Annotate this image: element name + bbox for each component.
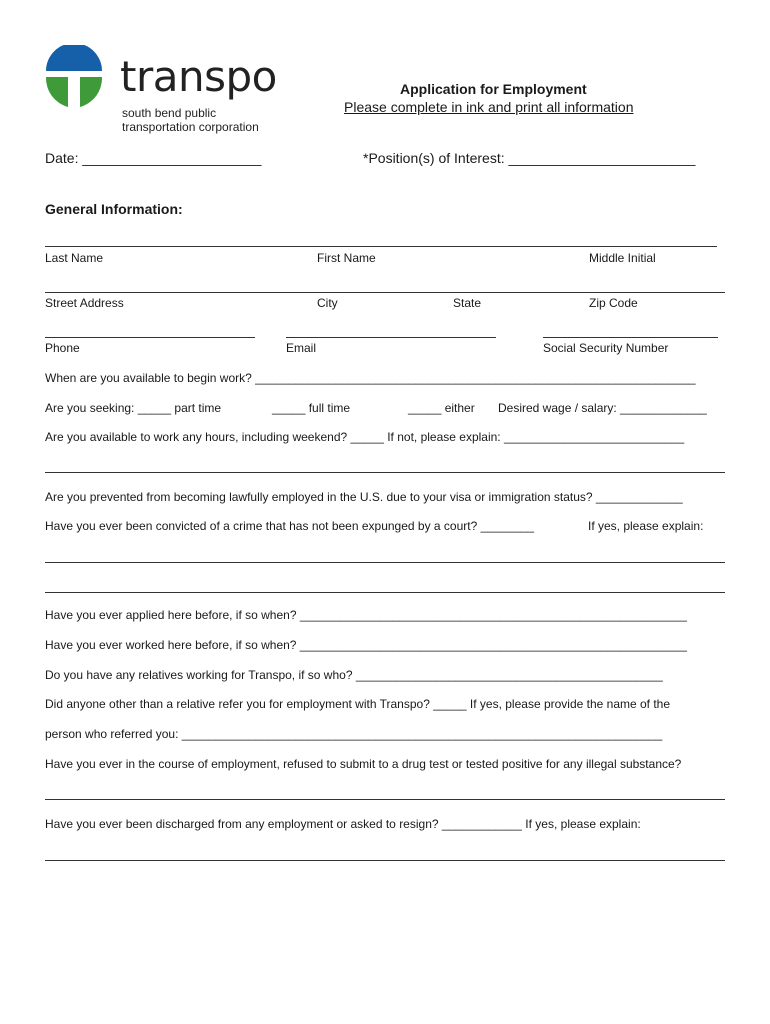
phone-label: Phone (45, 341, 80, 355)
question-available-hours[interactable]: Are you available to work any hours, including weekend? _____ If not, please explain: ___________________________ (45, 430, 685, 444)
drug-test-answer-line[interactable] (45, 799, 725, 800)
logo-wordmark: transpo (120, 52, 277, 101)
crime-explain-line-2[interactable] (45, 592, 725, 593)
email-label: Email (286, 341, 317, 355)
position-field[interactable]: *Position(s) of Interest: ________________________ (363, 150, 696, 166)
crime-explain-label: If yes, please explain: (588, 519, 704, 533)
crime-explain-line-1[interactable] (45, 562, 725, 563)
logo-green-right (80, 77, 102, 107)
section-general-information: General Information: (45, 201, 183, 217)
street-address-label: Street Address (45, 296, 124, 310)
logo-subtitle-line2: transportation corporation (122, 120, 259, 134)
middle-initial-label: Middle Initial (589, 251, 656, 265)
question-convicted-crime[interactable]: Have you ever been convicted of a crime that has not been expunged by a court? ________ (45, 519, 534, 533)
first-name-label: First Name (317, 251, 376, 265)
question-referral[interactable]: Did anyone other than a relative refer you for employment with Transpo? _____ If yes, please provide the name of the (45, 697, 671, 711)
city-label: City (317, 296, 338, 310)
question-available-start[interactable]: When are you available to begin work? __________________________________________________________________ (45, 371, 696, 385)
form-subtitle: Please complete in ink and print all information (344, 99, 634, 115)
logo-blue-semicircle (46, 45, 102, 71)
question-seeking-part-time[interactable]: Are you seeking: _____ part time (45, 401, 222, 415)
state-label: State (453, 296, 482, 310)
discharged-explain-line[interactable] (45, 860, 725, 861)
question-relatives[interactable]: Do you have any relatives working for Transpo, if so who? ______________________________________________ (45, 668, 663, 682)
question-discharged[interactable]: Have you ever been discharged from any employment or asked to resign? ____________ If yes, please explain: (45, 817, 641, 831)
question-seeking-either[interactable]: _____ either (408, 401, 475, 415)
last-name-label: Last Name (45, 251, 104, 265)
question-referral-name[interactable]: person who referred you: ________________________________________________________________________ (45, 727, 663, 741)
question-applied-before[interactable]: Have you ever applied here before, if so when? __________________________________________________________ (45, 608, 687, 622)
question-worked-before[interactable]: Have you ever worked here before, if so when? __________________________________________________________ (45, 638, 687, 652)
question-seeking-full-time[interactable]: _____ full time (272, 401, 351, 415)
address-input-line[interactable] (45, 292, 725, 293)
email-input-line[interactable] (286, 337, 496, 338)
ssn-label: Social Security Number (543, 341, 669, 355)
ssn-input-line[interactable] (543, 337, 718, 338)
question-visa-status[interactable]: Are you prevented from becoming lawfully employed in the U.S. due to your visa or immigration status? _____________ (45, 490, 683, 504)
question-drug-test: Have you ever in the course of employment, refused to submit to a drug test or tested positive for any illegal substance? (45, 757, 682, 771)
date-field[interactable]: Date: _______________________ (45, 150, 262, 166)
hours-explain-line[interactable] (45, 472, 725, 473)
phone-input-line[interactable] (45, 337, 255, 338)
question-desired-wage[interactable]: Desired wage / salary: _____________ (498, 401, 707, 415)
logo-green-left (46, 77, 68, 107)
form-title: Application for Employment (400, 81, 587, 97)
logo-subtitle-line1: south bend public (122, 106, 217, 120)
zip-code-label: Zip Code (589, 296, 638, 310)
transpo-logo-mark (44, 45, 104, 107)
name-input-line[interactable] (45, 246, 717, 247)
